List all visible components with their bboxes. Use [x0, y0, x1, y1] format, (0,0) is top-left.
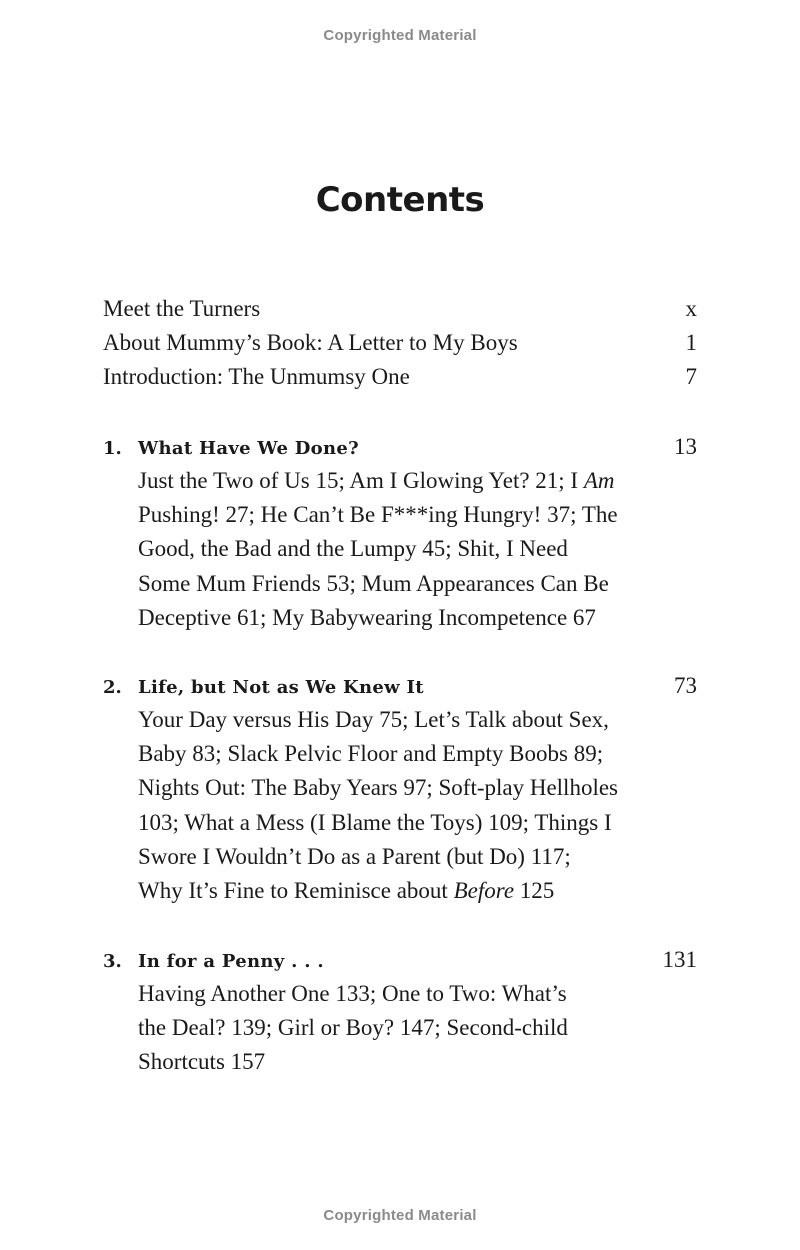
page-title: Contents	[315, 180, 485, 220]
chapter-number: 3.	[103, 951, 122, 972]
section-line: Some Mum Friends 53; Mum Appearances Can Be	[138, 570, 609, 596]
section-line: Why It’s Fine to Reminisce about Before 125	[138, 878, 555, 904]
chapter-heading[interactable]	[103, 430, 697, 464]
chapter-page: 131	[662, 947, 697, 972]
copyright-watermark-bottom: Copyrighted Material	[323, 1207, 477, 1224]
chapter-3	[103, 943, 697, 1080]
chapter-heading[interactable]	[103, 669, 697, 703]
toc-entry-page: 7	[685, 364, 697, 389]
chapter-title: What Have We Done?	[138, 438, 359, 459]
chapter-sections	[138, 977, 658, 1080]
toc-entry[interactable]	[103, 292, 697, 326]
chapter-2	[103, 669, 697, 908]
chapter-sections	[138, 703, 658, 908]
chapter-heading[interactable]	[103, 943, 697, 977]
section-line: Your Day versus His Day 75; Let’s Talk about Sex,	[138, 707, 609, 732]
section-line: Nights Out: The Baby Years 97; Soft-play Hellholes	[138, 775, 618, 801]
chapter-title: In for a Penny . . .	[138, 951, 324, 972]
chapter-number: 2.	[103, 677, 122, 698]
toc-entry-page: 1	[685, 330, 697, 355]
chapter-sections	[138, 464, 658, 635]
toc-entry-page: x	[685, 296, 697, 321]
section-line: Deceptive 61; My Babywearing Incompetence 67	[138, 604, 596, 630]
section-line: Swore I Wouldn’t Do as a Parent (but Do) 117;	[138, 843, 571, 869]
section-line: 103; What a Mess (I Blame the Toys) 109; Things I	[138, 809, 612, 835]
copyright-watermark-top: Copyrighted Material	[323, 27, 477, 44]
chapter-page: 73	[674, 673, 697, 698]
chapter-number: 1.	[103, 438, 122, 459]
toc-entry[interactable]	[103, 326, 697, 360]
toc-entry-label: Introduction: The Unmumsy One	[103, 364, 410, 389]
section-line: Pushing! 27; He Can’t Be F***ing Hungry! 37; The	[138, 502, 618, 528]
section-line: the Deal? 139; Girl or Boy? 147; Second-child	[138, 1015, 568, 1041]
section-line: Good, the Bad and the Lumpy 45; Shit, I Need	[138, 536, 568, 562]
toc-entry-label: About Mummy’s Book: A Letter to My Boys	[103, 330, 518, 355]
section-line: Having Another One 133; One to Two: What’s	[138, 981, 567, 1006]
chapter-page: 13	[674, 434, 697, 459]
section-line: Shortcuts 157	[138, 1049, 266, 1075]
toc-entry[interactable]	[103, 360, 697, 394]
section-line: Just the Two of Us 15; Am I Glowing Yet? 21; I Am	[138, 468, 615, 493]
chapter-title: Life, but Not as We Knew It	[138, 677, 424, 698]
toc-entry-label: Meet the Turners	[103, 296, 261, 321]
section-line: Baby 83; Slack Pelvic Floor and Empty Boobs 89;	[138, 741, 604, 767]
front-matter-list	[103, 292, 697, 394]
chapter-1	[103, 430, 697, 635]
